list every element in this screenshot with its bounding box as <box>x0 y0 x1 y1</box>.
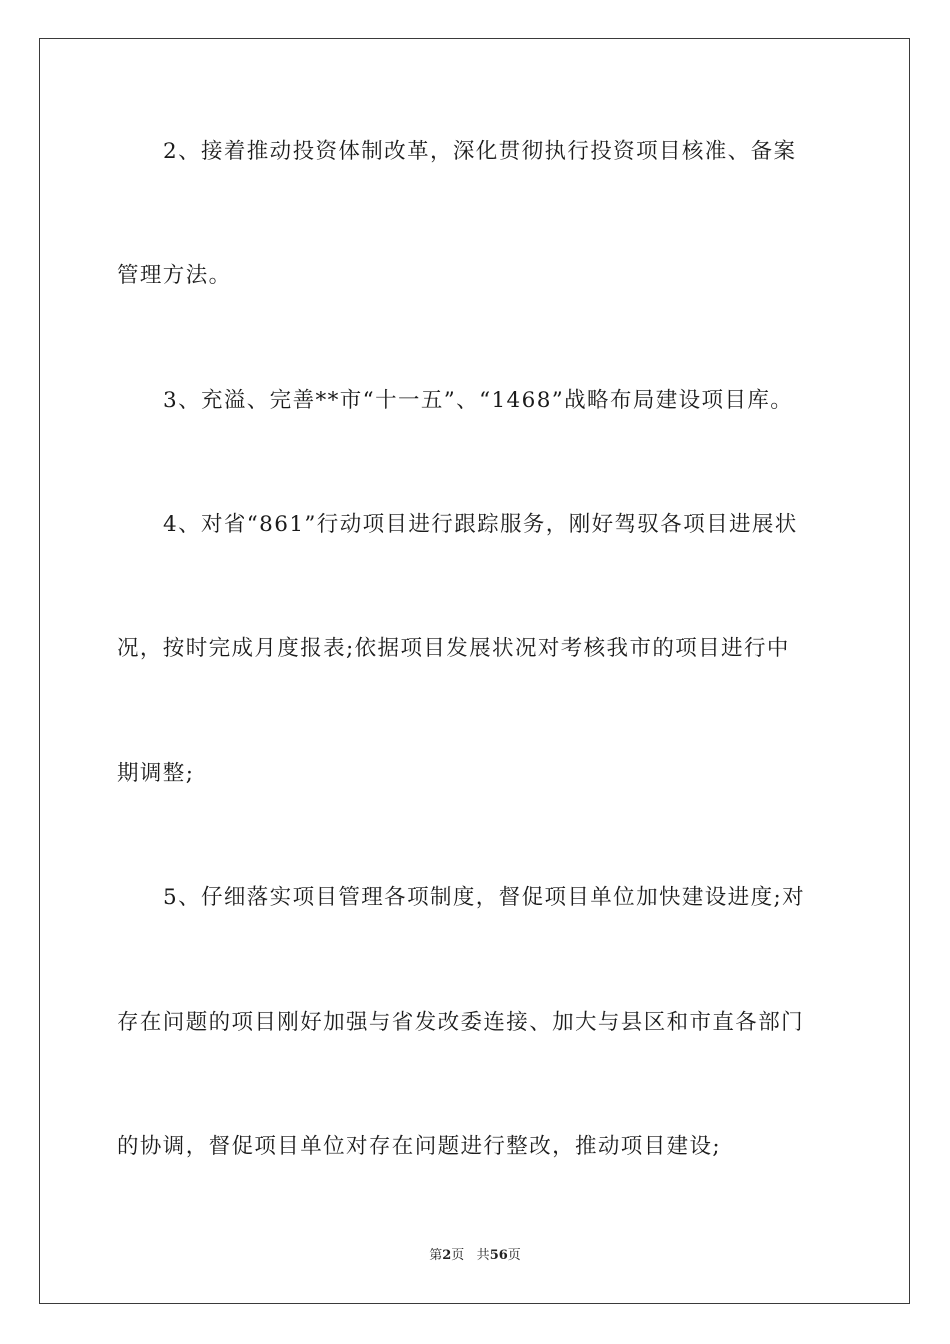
paragraph-line: 存在问题的项目刚好加强与省发改委连接、加大与县区和市直各部门 <box>117 1010 805 1035</box>
page-number: 2 <box>442 1248 452 1263</box>
page-prefix: 第 <box>429 1248 443 1263</box>
page-border <box>39 38 910 1304</box>
page-footer <box>0 1247 950 1265</box>
paragraph-line: 管理方法。 <box>117 263 232 288</box>
paragraph-line: 的协调，督促项目单位对存在问题进行整改，推动项目建设; <box>117 1134 722 1159</box>
page-suffix: 页 <box>451 1248 465 1263</box>
paragraph-line: 3、充溢、完善**市“十一五”、“1468”战略布局建设项目库。 <box>163 388 794 413</box>
total-suffix: 页 <box>507 1248 521 1263</box>
paragraph-line: 5、仔细落实项目管理各项制度，督促项目单位加快建设进度;对 <box>163 885 806 910</box>
total-prefix: 共 <box>476 1248 490 1263</box>
paragraph-line: 期调整; <box>117 761 195 786</box>
paragraph-line: 2、接着推动投资体制改革，深化贯彻执行投资项目核准、备案 <box>163 139 797 164</box>
paragraph-line: 况，按时完成月度报表;依据项目发展状况对考核我市的项目进行中 <box>117 636 790 661</box>
total-pages: 56 <box>489 1248 508 1263</box>
paragraph-line: 4、对省“861”行动项目进行跟踪服务，刚好驾驭各项目进展状 <box>163 512 798 537</box>
